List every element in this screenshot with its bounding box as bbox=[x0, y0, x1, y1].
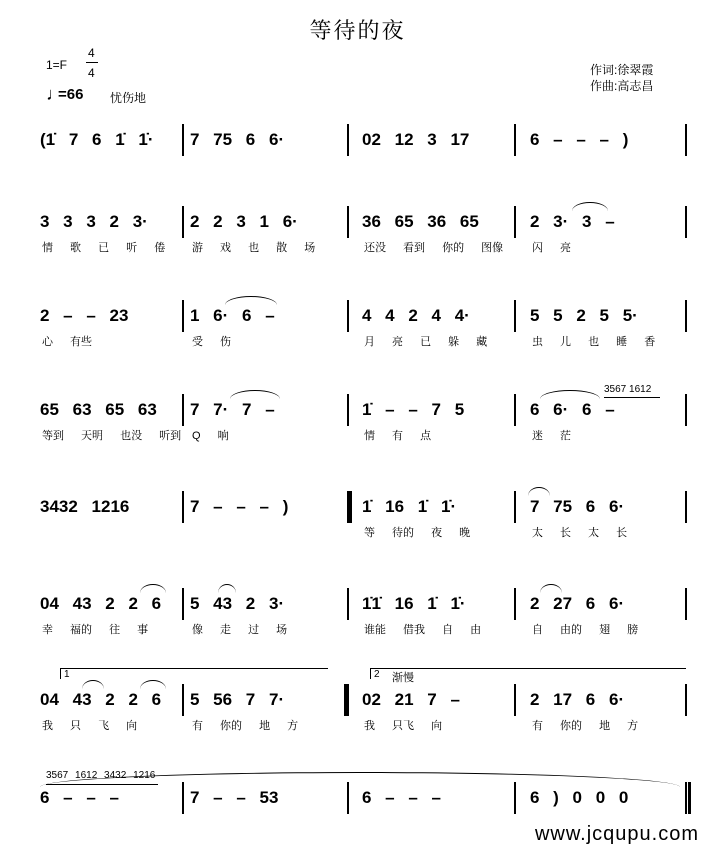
measure-notes: 1 6· 6 – bbox=[190, 306, 275, 325]
bar-line bbox=[514, 588, 516, 620]
bar-line bbox=[347, 300, 349, 332]
lyric-text: 闪 亮 bbox=[532, 242, 572, 254]
bar-line bbox=[685, 588, 687, 620]
measure-notes: 04 43 2 2 6 bbox=[40, 690, 162, 709]
measure-notes: 5 56 7 7· bbox=[190, 690, 285, 709]
watermark: www.jcqupu.com bbox=[534, 823, 699, 845]
measure-notes: 02 21 7 – bbox=[362, 690, 460, 709]
measure-notes: 7 – – – ) bbox=[190, 497, 289, 516]
bar-line bbox=[347, 394, 349, 426]
slur-arc bbox=[528, 487, 550, 496]
lyric-text: 自 由的 翅 膀 bbox=[532, 624, 639, 636]
bar-line bbox=[685, 124, 687, 156]
lyric-text: 游 戏 也 散 场 bbox=[192, 242, 316, 254]
bar-line bbox=[685, 394, 687, 426]
ritardando-mark: 渐慢 bbox=[392, 672, 414, 684]
measure-notes: 5 43 2 3· bbox=[190, 594, 285, 613]
measure-notes: 7 – – 53 bbox=[190, 788, 279, 807]
bar-line bbox=[514, 206, 516, 238]
lyric-text: 还没 看到 你的 图像 bbox=[364, 242, 504, 254]
bar-line bbox=[685, 782, 687, 814]
measure-notes: 6 – – – ) bbox=[530, 130, 629, 149]
bar-line bbox=[514, 684, 516, 716]
lyric-text: 我 只飞 向 bbox=[364, 720, 443, 732]
bar-line bbox=[182, 588, 184, 620]
slur-arc bbox=[140, 680, 166, 689]
time-signature-bottom: 4 bbox=[88, 66, 95, 80]
measure-notes: 7 7· 7 – bbox=[190, 400, 275, 419]
bar-line bbox=[685, 684, 687, 716]
slur-arc bbox=[225, 296, 277, 305]
lyric-text: 等 待的 夜 晚 bbox=[364, 527, 471, 539]
measure-notes: 2 – – 23 bbox=[40, 306, 129, 325]
slur-arc bbox=[218, 584, 236, 593]
measure-notes: 6 ) 0 0 0 bbox=[530, 788, 629, 807]
tempo-value: =66 bbox=[58, 86, 84, 103]
bar-line bbox=[182, 491, 184, 523]
measure-notes: 6 6· 6 – bbox=[530, 400, 615, 419]
measure-notes: 6 – – – bbox=[362, 788, 441, 807]
slur-arc bbox=[540, 584, 562, 593]
bar-line bbox=[514, 394, 516, 426]
lyric-text: 谁能 借我 自 由 bbox=[364, 624, 482, 636]
slur-arc bbox=[572, 202, 608, 211]
grace-notes: 3567 1612 3432 1216 bbox=[46, 770, 156, 781]
measure-notes: 2 17 6 6· bbox=[530, 690, 625, 709]
composer-credit: 作曲:高志昌 bbox=[590, 79, 654, 93]
lyric-text: 太 长 太 长 bbox=[532, 527, 628, 539]
final-bar bbox=[688, 782, 691, 814]
grace-notes: 3567 1612 bbox=[604, 384, 652, 395]
lyric-text: 等到 天明 也没 听到 bbox=[42, 430, 182, 442]
measure-notes: 65 63 65 63 bbox=[40, 400, 157, 419]
lyric-text: Q 响 bbox=[192, 430, 229, 442]
quarter-note-icon: ♩ bbox=[46, 84, 64, 104]
bar-line bbox=[347, 588, 349, 620]
measure-notes: 4 4 2 4 4· bbox=[362, 306, 470, 325]
measure-notes: 3 3 3 2 3· bbox=[40, 212, 148, 231]
bar-line bbox=[182, 300, 184, 332]
lyric-text: 幸 福的 往 事 bbox=[42, 624, 149, 636]
repeat-end-bar bbox=[344, 684, 347, 716]
measure-notes: 2 3· 3 – bbox=[530, 212, 615, 231]
bar-line bbox=[685, 300, 687, 332]
time-signature-line bbox=[86, 62, 98, 63]
measure-notes: 7 75 6 6· bbox=[530, 497, 625, 516]
measure-notes: 04 43 2 2 6 bbox=[40, 594, 162, 613]
measure-notes: 3432 1216 bbox=[40, 497, 130, 516]
bar-line bbox=[347, 124, 349, 156]
measure-notes: 02 12 3 17 bbox=[362, 130, 470, 149]
first-ending-bracket: 1 bbox=[60, 668, 328, 679]
measure-notes: 6 – – – bbox=[40, 788, 119, 807]
bar-line bbox=[182, 124, 184, 156]
measure-notes: (1̇ 7 6 1̇ 1̇· bbox=[40, 130, 154, 149]
bar-line bbox=[182, 206, 184, 238]
bar-line bbox=[347, 684, 349, 716]
bar-line bbox=[514, 491, 516, 523]
bar-line bbox=[182, 684, 184, 716]
lyric-text: 情 歌 已 听 倦 bbox=[42, 242, 166, 254]
slur-arc bbox=[540, 390, 600, 399]
lyric-text: 月 亮 已 躲 藏 bbox=[364, 336, 488, 348]
measure-notes: 5 5 2 5 5· bbox=[530, 306, 638, 325]
song-title: 等待的夜 bbox=[309, 18, 406, 43]
bar-line bbox=[685, 206, 687, 238]
lyric-text: 像 走 过 场 bbox=[192, 624, 288, 636]
lyric-text: 迷 茫 bbox=[532, 430, 572, 442]
measure-notes: 2 27 6 6· bbox=[530, 594, 625, 613]
lyric-text: 有 你的 地 方 bbox=[192, 720, 299, 732]
bar-line bbox=[182, 394, 184, 426]
lyric-text: 有 你的 地 方 bbox=[532, 720, 639, 732]
slur-arc bbox=[140, 584, 166, 593]
measure-notes: 36 65 36 65 bbox=[362, 212, 479, 231]
lyricist-credit: 作词:徐翠霞 bbox=[590, 63, 654, 77]
bar-line bbox=[685, 491, 687, 523]
bar-line bbox=[514, 124, 516, 156]
lyric-text: 情 有 点 bbox=[364, 430, 432, 442]
measure-notes: 7 75 6 6· bbox=[190, 130, 285, 149]
key-signature: 1=F bbox=[46, 58, 68, 72]
bar-line bbox=[514, 300, 516, 332]
measure-notes: 1̇ – – 7 5 bbox=[362, 400, 465, 419]
lyric-text: 心 有些 bbox=[42, 336, 93, 348]
second-ending-bracket: 2 bbox=[370, 668, 686, 679]
slur-arc bbox=[82, 680, 104, 689]
grace-underline bbox=[604, 397, 660, 398]
lyric-text: 虫 儿 也 睡 香 bbox=[532, 336, 656, 348]
slur-arc bbox=[230, 390, 280, 399]
lyric-text: 我 只 飞 向 bbox=[42, 720, 138, 732]
time-signature-top: 4 bbox=[88, 46, 95, 60]
measure-notes: 1̇ 16 1̇ 1̇· bbox=[362, 497, 457, 516]
tempo-expression: 忧伤地 bbox=[110, 91, 147, 105]
lyric-text: 受 伤 bbox=[192, 336, 232, 348]
repeat-start-bar bbox=[349, 491, 352, 523]
measure-notes: 2 2 3 1 6· bbox=[190, 212, 298, 231]
bar-line bbox=[347, 206, 349, 238]
measure-notes: 1̇1̇ 16 1̇ 1̇· bbox=[362, 594, 466, 613]
